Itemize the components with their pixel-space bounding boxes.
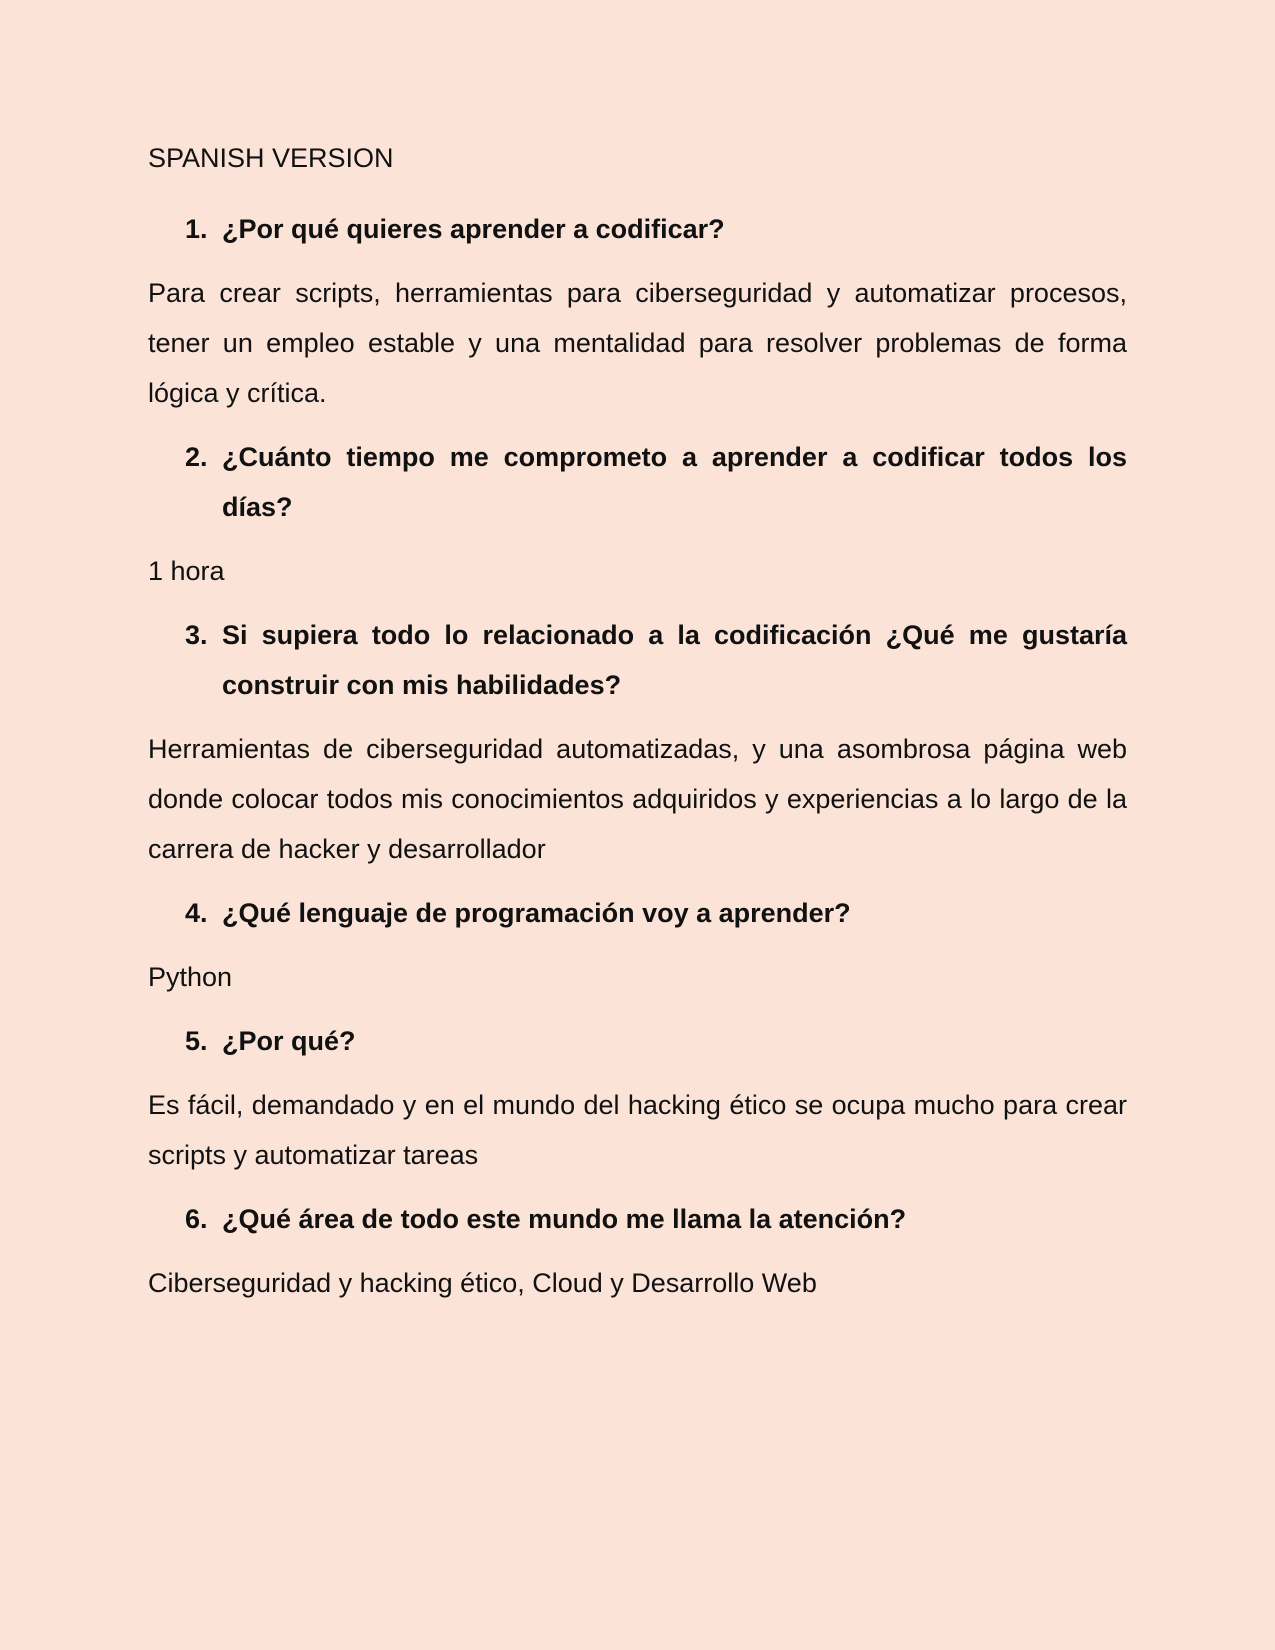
question-6 (185, 1194, 1127, 1244)
answer-4: Python (148, 962, 233, 992)
answer-2: 1 hora (148, 556, 225, 586)
question-number: 3. (185, 620, 208, 650)
question-number: 2. (185, 442, 208, 472)
question-text: ¿Qué área de todo este mundo me llama la atención? (222, 1204, 907, 1234)
answer-3: Herramientas de ciberseguridad automatizadas, y una asombrosa página web donde colocar todos mis conocimientos adquiridos y experiencias a lo largo de la carrera de hacker y desarrollador (148, 734, 1127, 864)
question-number: 4. (185, 898, 208, 928)
question-text: ¿Por qué quieres aprender a codificar? (222, 214, 725, 244)
question-number: 5. (185, 1026, 208, 1056)
question-3 (185, 610, 1127, 710)
question-text: ¿Por qué? (222, 1026, 356, 1056)
question-number: 1. (185, 214, 208, 244)
document-heading: SPANISH VERSION (148, 143, 394, 173)
question-text: Si supiera todo lo relacionado a la codificación ¿Qué me gustaría construir con mis habilidades? (222, 620, 1127, 700)
question-4 (185, 888, 1127, 938)
answer-6: Ciberseguridad y hacking ético, Cloud y Desarrollo Web (148, 1268, 817, 1298)
question-1 (185, 204, 1127, 254)
question-text: ¿Qué lenguaje de programación voy a aprender? (222, 898, 851, 928)
answer-5: Es fácil, demandado y en el mundo del hacking ético se ocupa mucho para crear scripts y automatizar tareas (148, 1090, 1127, 1170)
question-text: ¿Cuánto tiempo me comprometo a aprender a codificar todos los días? (222, 442, 1127, 522)
question-number: 6. (185, 1204, 208, 1234)
question-2 (185, 432, 1127, 532)
answer-1: Para crear scripts, herramientas para ciberseguridad y automatizar procesos, tener un empleo estable y una mentalidad para resolver problemas de forma lógica y crítica. (148, 278, 1127, 408)
question-5 (185, 1016, 1127, 1066)
